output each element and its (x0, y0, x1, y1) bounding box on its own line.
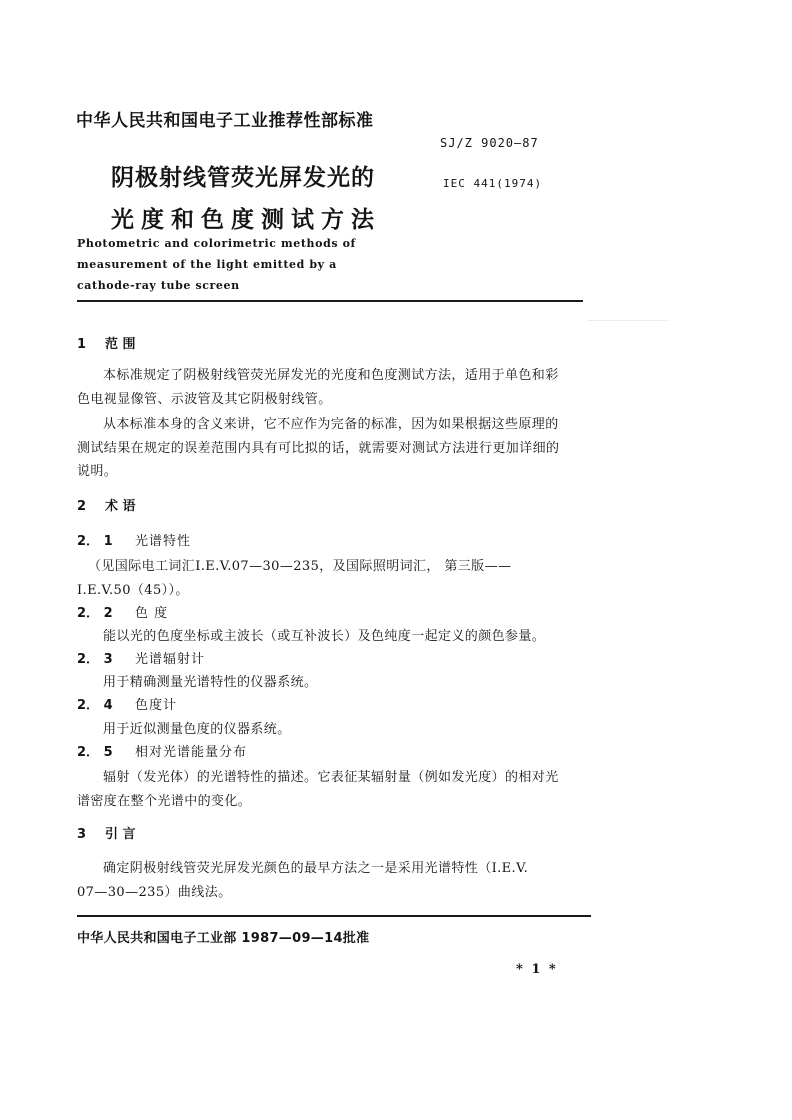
footer-divider (77, 915, 591, 917)
term-2-2-heading (77, 602, 168, 621)
term-number: 2． 3 (77, 652, 113, 667)
paragraph-line: 从本标准本身的含义来讲，它不应作为完备的标准，因为如果根据这些原理的 (103, 417, 559, 432)
term-definition-line: 用于近似测量色度的仪器系统。 (103, 722, 291, 737)
term-definition-line: 辐射（发光体）的光谱特性的描述。它表征某辐射量（例如发光度）的相对光 (103, 770, 559, 785)
section-2-heading (77, 495, 136, 514)
term-label: 光谱特性 (135, 534, 192, 549)
section-number: 2 (77, 499, 87, 514)
standard-series-header: 中华人民共和国电子工业推荐性部标准 (76, 111, 374, 131)
paragraph-line: 07—30—235）曲线法。 (77, 885, 232, 900)
term-label: 色 度 (135, 606, 169, 621)
scan-artifact (588, 320, 668, 322)
term-number: 2． 2 (77, 606, 113, 621)
term-number: 2． 4 (77, 698, 113, 713)
term-definition-line: （见国际电工词汇I.E.V.07—30—235，及国际照明词汇， 第三版—— (88, 559, 512, 574)
paragraph-line: 确定阴极射线管荧光屏发光颜色的最早方法之一是采用光谱特性（I.E.V. (103, 861, 529, 876)
approval-line: 中华人民共和国电子工业部 1987—09—14批准 (77, 931, 370, 946)
paragraph-line: 说明。 (77, 464, 118, 479)
term-2-4-heading (77, 694, 177, 713)
term-definition-line: 谱密度在整个光谱中的变化。 (77, 794, 252, 809)
header-divider (77, 300, 583, 302)
term-2-3-heading (77, 648, 205, 667)
term-2-1-heading (77, 530, 191, 549)
english-title-line: cathode-ray tube screen (77, 279, 240, 292)
term-label: 光谱辐射计 (135, 652, 206, 667)
term-definition-line: 用于精确测量光谱特性的仪器系统。 (103, 675, 318, 690)
paragraph-line: 本标准规定了阴极射线管荧光屏发光的光度和色度测试方法，适用于单色和彩 (103, 368, 559, 383)
paragraph-line: 测试结果在规定的误差范围内具有可比拟的话，就需要对测试方法进行更加详细的 (77, 441, 560, 456)
document-title-line1: 阴极射线管荧光屏发光的 (111, 165, 375, 191)
term-label: 色度计 (135, 698, 178, 713)
english-title-line: Photometric and colorimetric methods of (77, 237, 356, 250)
english-title (77, 233, 356, 296)
term-number: 2． 1 (77, 534, 113, 549)
section-title: 范 围 (105, 337, 136, 352)
section-title: 术 语 (105, 499, 136, 514)
term-definition-line: 能以光的色度坐标或主波长（或互补波长）及色纯度一起定义的颜色参量。 (103, 629, 546, 644)
section-number: 1 (77, 337, 87, 352)
section-number: 3 (77, 827, 87, 842)
document-title-line2: 光度和色度测试方法 (111, 207, 381, 233)
iec-reference-code: IEC 441(1974) (443, 177, 543, 190)
section-1-heading (77, 333, 136, 352)
paragraph-line: 色电视显像管、示波管及其它阴极射线管。 (77, 392, 332, 407)
section-3-heading (77, 823, 136, 842)
section-title: 引 言 (105, 827, 136, 842)
term-2-5-heading (77, 741, 247, 760)
page-number: * 1 * (516, 962, 558, 977)
term-definition-line: I.E.V.50（45））。 (77, 583, 189, 598)
term-label: 相对光谱能量分布 (135, 745, 248, 760)
english-title-line: measurement of the light emitted by a (77, 258, 337, 271)
standard-code: SJ/Z 9020—87 (440, 136, 539, 150)
term-number: 2． 5 (77, 745, 113, 760)
